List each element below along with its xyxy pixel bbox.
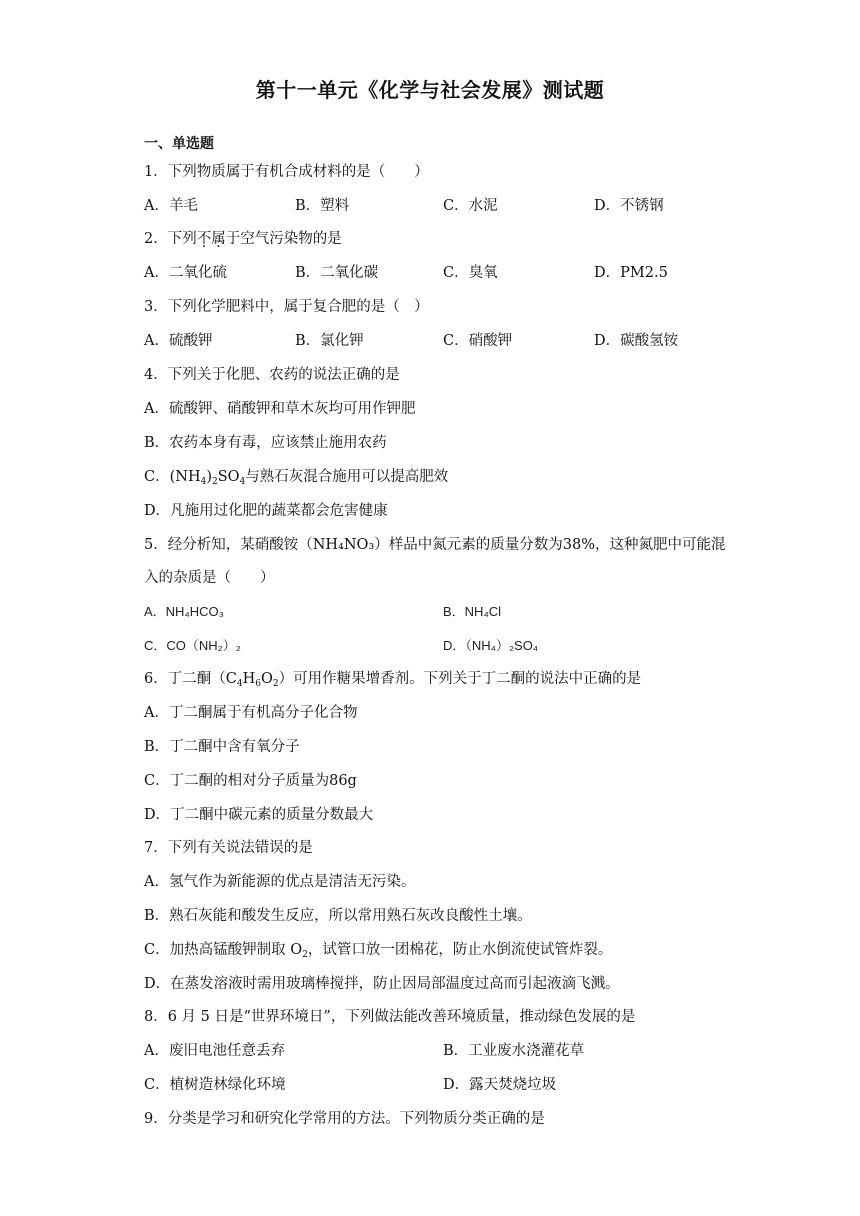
- q7-c-pre: C．加热高锰酸钾制取 O: [144, 942, 303, 958]
- q7-option-b: B．熟石灰能和酸发生反应，所以常用熟石灰改良酸性土壤。: [144, 908, 532, 924]
- q6-option-b: B．丁二酮中含有氧分子: [144, 739, 300, 755]
- q7-c-sub: 2: [302, 950, 308, 960]
- q2-option-d: D．PM2.5: [594, 265, 668, 281]
- q4-c-mid2: SO: [217, 469, 240, 485]
- q4-c-sub-1: 4: [200, 477, 207, 487]
- q7-option-d: D．在蒸发溶液时需用玻璃棒搅拌，防止因局部温度过高而引起液滴飞溅。: [144, 976, 620, 992]
- q2-option-a: A．二氧化硫: [144, 265, 227, 281]
- q4-c-sub-3: 4: [239, 477, 246, 487]
- question-5-stem-line-2: 入的杂质是（ ）: [144, 570, 275, 586]
- q1-option-c: C．水泥: [443, 198, 498, 214]
- q2-stem-pre: 2．下列: [144, 231, 197, 247]
- q6-option-a: A．丁二酮属于有机高分子化合物: [144, 705, 358, 721]
- question-9-stem: 9．分类是学习和研究化学常用的方法。下列物质分类正确的是: [144, 1111, 545, 1127]
- question-2-stem: [144, 229, 342, 249]
- q7-option-c: [144, 940, 612, 960]
- q6-mid-1: H: [242, 671, 256, 687]
- q2-option-b: B．二氧化碳: [295, 265, 379, 281]
- q8-option-a: A．废旧电池任意丢弃: [144, 1043, 285, 1059]
- q5-option-d: D．（NH₄）₂SO₄: [443, 638, 539, 653]
- q8-option-b: B．工业废水浇灌花草: [443, 1043, 585, 1059]
- q4-c-post: 与熟石灰混合施用可以提高肥效: [245, 469, 449, 485]
- question-5-stem-line-1: 5．经分析知，某硝酸铵（NH₄NO₃）样品中氮元素的质量分数为38%，这种氮肥中可能混: [144, 537, 726, 553]
- q6-mid-2: O: [260, 671, 273, 687]
- q4-c-mid: ): [206, 469, 212, 485]
- q6-stem-post: ）可用作糖果增香剂。下列关于丁二酮的说法中正确的是: [278, 671, 642, 687]
- q8-option-c: C．植树造林绿化环境: [144, 1077, 286, 1093]
- q1-option-b: B．塑料: [295, 198, 350, 214]
- q3-option-c: C．硝酸钾: [443, 333, 513, 349]
- q2-emphasis-2: 属: [211, 231, 226, 247]
- question-6-stem: [144, 669, 641, 689]
- section-heading: 一、单选题: [144, 136, 214, 152]
- question-7-stem: 7．下列有关说法错误的是: [144, 840, 313, 856]
- q5-option-a: A．NH₄HCO₃: [144, 604, 224, 619]
- q6-sub-3: 2: [272, 679, 279, 689]
- q3-option-d: D．碳酸氢铵: [594, 333, 679, 349]
- question-4-stem: 4．下列关于化肥、农药的说法正确的是: [144, 367, 400, 383]
- q6-stem-pre: 6．丁二酮（C: [144, 671, 237, 687]
- q6-sub-1: 4: [236, 679, 243, 689]
- q7-option-a: A．氢气作为新能源的优点是清洁无污染。: [144, 874, 416, 890]
- q6-option-c: C．丁二酮的相对分子质量为86g: [144, 773, 357, 789]
- q4-option-b: B．农药本身有毒，应该禁止施用农药: [144, 435, 387, 451]
- q4-option-a: A．硫酸钾、硝酸钾和草木灰均可用作钾肥: [144, 401, 416, 417]
- question-1-stem: 1．下列物质属于有机合成材料的是（ ）: [144, 164, 429, 180]
- q4-option-d: D．凡施用过化肥的蔬菜都会危害健康: [144, 503, 388, 519]
- q5-option-b: B．NH₄Cl: [443, 604, 502, 619]
- q5-option-c: C．CO（NH₂）₂: [144, 638, 241, 653]
- q1-option-a: A．羊毛: [144, 198, 198, 214]
- q6-option-d: D．丁二酮中碳元素的质量分数最大: [144, 807, 374, 823]
- q2-emphasis-1: 不: [196, 231, 212, 247]
- q4-c-sub-2: 2: [212, 477, 218, 487]
- page-title: 第十一单元《化学与社会发展》测试题: [255, 78, 605, 102]
- q3-option-b: B．氯化钾: [295, 333, 364, 349]
- q8-option-d: D．露天焚烧垃圾: [443, 1077, 557, 1093]
- q4-option-c: [144, 467, 448, 487]
- q7-c-post: ，试管口放一团棉花，防止水倒流使试管炸裂。: [307, 942, 613, 958]
- q4-c-pre: C．(NH: [144, 469, 201, 485]
- q2-option-c: C．臭氧: [443, 265, 498, 281]
- q3-option-a: A．硫酸钾: [144, 333, 213, 349]
- question-3-stem: 3．下列化学肥料中，属于复合肥的是（ ）: [144, 299, 429, 315]
- q2-stem-post: 于空气污染物的是: [225, 231, 342, 247]
- q1-option-d: D．不锈钢: [594, 198, 664, 214]
- question-8-stem: 8．6 月 5 日是“世界环境日”，下列做法能改善环境质量，推动绿色发展的是: [144, 1009, 636, 1025]
- q6-sub-2: 6: [255, 679, 261, 689]
